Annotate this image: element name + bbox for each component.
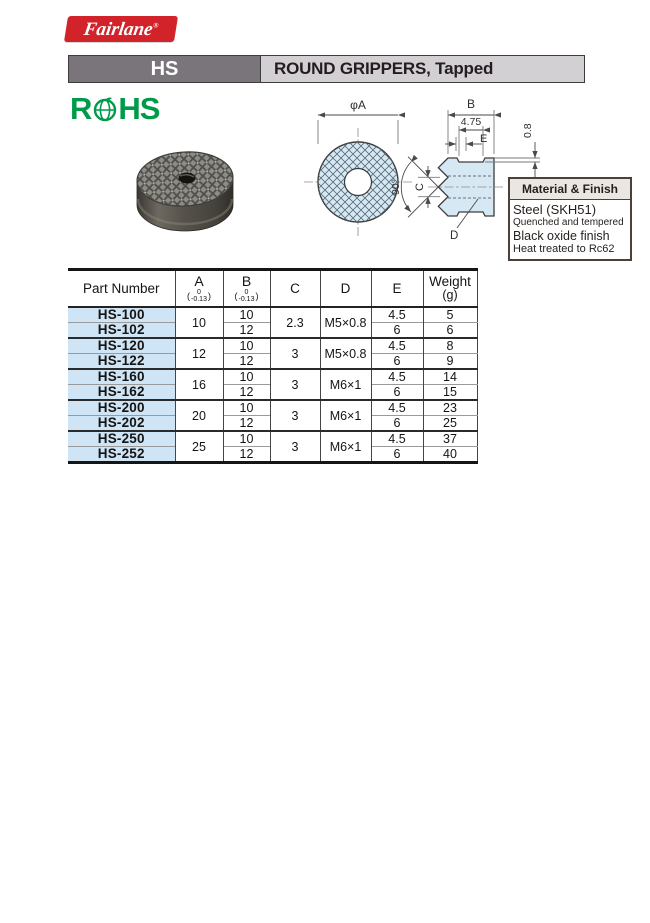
material-finish-title: Material & Finish [510, 179, 630, 200]
dim-a-cell: 10 [175, 307, 223, 338]
dim-b-cell: 12 [223, 354, 270, 370]
dim-b-cell: 12 [223, 323, 270, 339]
thread-d-cell: M5×0.8 [320, 338, 371, 369]
weight-cell: 25 [423, 416, 477, 432]
material-line: Black oxide finish [513, 229, 610, 243]
weight-cell: 15 [423, 385, 477, 401]
material-line: Steel (SKH51) [513, 202, 597, 217]
series-code: HS [69, 56, 261, 82]
material-line: Quenched and tempered [513, 217, 624, 228]
weight-cell: 40 [423, 447, 477, 463]
dim-e-cell: 4.5 [371, 338, 423, 354]
col-header-b: B ( 0 -0.13 ) [223, 270, 270, 308]
dim-e-cell: 6 [371, 447, 423, 463]
weight-cell: 6 [423, 323, 477, 339]
brand-logo [64, 16, 178, 42]
series-header-bar [68, 55, 585, 83]
brand-name: Fairlane® [82, 18, 160, 40]
part-number-cell: HS-122 [68, 354, 175, 370]
product-photo [131, 141, 239, 238]
dim-e-cell: 6 [371, 385, 423, 401]
dim-c-cell: 3 [270, 400, 320, 431]
col-header-a: A ( 0 -0.13 ) [175, 270, 223, 308]
dim-e-cell: 4.5 [371, 307, 423, 323]
thread-d-cell: M5×0.8 [320, 307, 371, 338]
dim-a-cell: 25 [175, 431, 223, 463]
dim-label-08: 0.8 [522, 123, 534, 138]
dim-e-cell: 4.5 [371, 431, 423, 447]
dim-e-cell: 4.5 [371, 369, 423, 385]
dim-b-cell: 10 [223, 338, 270, 354]
page-title: ROUND GRIPPERS, Tapped [261, 56, 584, 82]
dim-a-cell: 16 [175, 369, 223, 400]
tolerance-b: ( 0 -0.13 ) [234, 289, 259, 303]
dim-b-cell: 10 [223, 369, 270, 385]
part-number-cell: HS-160 [68, 369, 175, 385]
dim-label-475: 4.75 [460, 116, 482, 128]
dim-c-cell: 2.3 [270, 307, 320, 338]
table-row [68, 431, 477, 447]
col-header-c: C [270, 270, 320, 308]
grippers-spec-table [68, 268, 478, 464]
dim-b-cell: 12 [223, 385, 270, 401]
dim-e-cell: 6 [371, 323, 423, 339]
dim-label-e: E [480, 133, 488, 145]
thread-d-cell: M6×1 [320, 369, 371, 400]
weight-cell: 8 [423, 338, 477, 354]
weight-cell: 14 [423, 369, 477, 385]
part-number-cell: HS-250 [68, 431, 175, 447]
dim-e-cell: 6 [371, 416, 423, 432]
weight-cell: 5 [423, 307, 477, 323]
material-finish-box [508, 177, 632, 261]
dim-label-b: B [466, 97, 476, 111]
rohs-prefix: R [70, 90, 92, 126]
dim-b-cell: 12 [223, 447, 270, 463]
part-number-cell: HS-120 [68, 338, 175, 354]
dim-b-cell: 10 [223, 431, 270, 447]
dim-label-phiA: φA [350, 98, 366, 112]
weight-cell: 37 [423, 431, 477, 447]
dim-b-cell: 12 [223, 416, 270, 432]
spec-table-container [68, 268, 478, 464]
dim-a-cell: 20 [175, 400, 223, 431]
dim-c-cell: 3 [270, 369, 320, 400]
registered-mark: ® [152, 21, 160, 30]
thread-d-cell: M6×1 [320, 431, 371, 463]
thread-d-cell: M6×1 [320, 400, 371, 431]
table-row [68, 369, 477, 385]
part-number-cell: HS-200 [68, 400, 175, 416]
col-header-d: D [320, 270, 371, 308]
dim-label-90: 90° [390, 179, 402, 195]
dim-a-cell: 12 [175, 338, 223, 369]
dim-e-cell: 4.5 [371, 400, 423, 416]
rohs-suffix: HS [118, 90, 160, 126]
dim-e-cell: 6 [371, 354, 423, 370]
col-header-weight: Weight (g) [423, 270, 477, 308]
col-header-part: Part Number [68, 270, 175, 308]
table-header-row [68, 270, 477, 308]
table-row [68, 400, 477, 416]
tolerance-a: ( 0 -0.13 ) [187, 289, 211, 303]
dim-label-d: D [450, 230, 459, 242]
weight-cell: 9 [423, 354, 477, 370]
dim-b-cell: 10 [223, 307, 270, 323]
col-header-e: E [371, 270, 423, 308]
table-row [68, 307, 477, 323]
rohs-mark [70, 92, 159, 124]
part-number-cell: HS-100 [68, 307, 175, 323]
table-row [68, 338, 477, 354]
part-number-cell: HS-252 [68, 447, 175, 463]
dim-c-cell: 3 [270, 431, 320, 463]
part-number-cell: HS-162 [68, 385, 175, 401]
material-line: Heat treated to Rc62 [513, 243, 615, 255]
part-number-cell: HS-102 [68, 323, 175, 339]
dim-label-c: C [414, 183, 426, 191]
part-number-cell: HS-202 [68, 416, 175, 432]
dim-c-cell: 3 [270, 338, 320, 369]
grippers-table-body [68, 307, 477, 463]
weight-cell: 23 [423, 400, 477, 416]
dim-b-cell: 10 [223, 400, 270, 416]
rohs-globe-icon [92, 96, 118, 122]
